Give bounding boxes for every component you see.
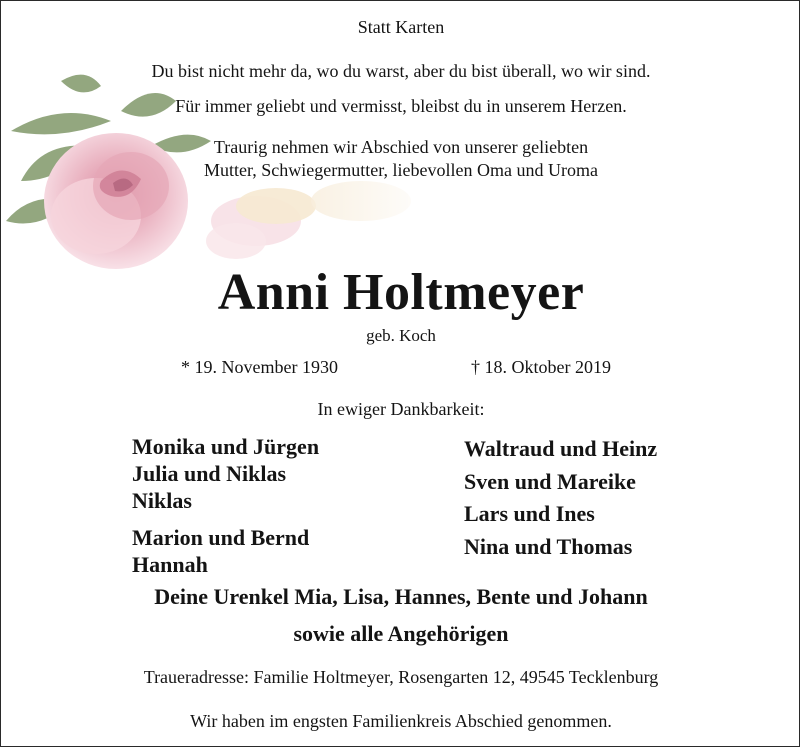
family-entry: Monika und Jürgen	[132, 434, 320, 459]
relatives-line: sowie alle Angehörigen	[293, 621, 509, 646]
family-group-right	[464, 433, 657, 564]
quote-line-1: Du bist nicht mehr da, wo du warst, aber du bist überall, wo wir sind.	[151, 61, 651, 81]
deceased-name: Anni Holtmeyer	[217, 264, 585, 321]
mourning-address: Traueradresse: Familie Holtmeyer, Rosengarten 12, 49545 Tecklenburg	[143, 667, 659, 687]
birth-date: * 19. November 1930	[181, 357, 338, 377]
quote-line-2: Für immer geliebt und vermisst, bleibst du in unserem Herzen.	[175, 96, 627, 116]
family-entry: Lars und Ines	[464, 501, 595, 527]
great-grandchildren-line: Deine Urenkel Mia, Lisa, Hannes, Bente und Johann	[154, 584, 648, 609]
family-entry: Sven und Mareike	[464, 468, 636, 494]
family-entry: Hannah	[132, 552, 208, 577]
intro-line-1: Traurig nehmen wir Abschied von unserer geliebten	[213, 137, 589, 157]
maiden-name: geb. Koch	[366, 326, 436, 345]
family-entry: Waltraud und Heinz	[464, 436, 658, 461]
gratitude-line: In ewiger Dankbarkeit:	[317, 399, 485, 419]
closing-line: Wir haben im engsten Familienkreis Abschied genommen.	[190, 711, 612, 731]
family-group-left-1	[132, 433, 319, 514]
death-date: † 18. Oktober 2019	[471, 357, 611, 377]
statt-karten: Statt Karten	[357, 17, 445, 37]
intro-line-2: Mutter, Schwiegermutter, liebevollen Oma und Uroma	[204, 160, 598, 180]
family-entry: Niklas	[132, 488, 192, 513]
family-entry: Marion und Bernd	[132, 525, 310, 550]
family-entry: Julia und Niklas	[132, 461, 287, 486]
family-group-left-2	[132, 524, 309, 578]
family-entry: Nina und Thomas	[464, 534, 633, 560]
